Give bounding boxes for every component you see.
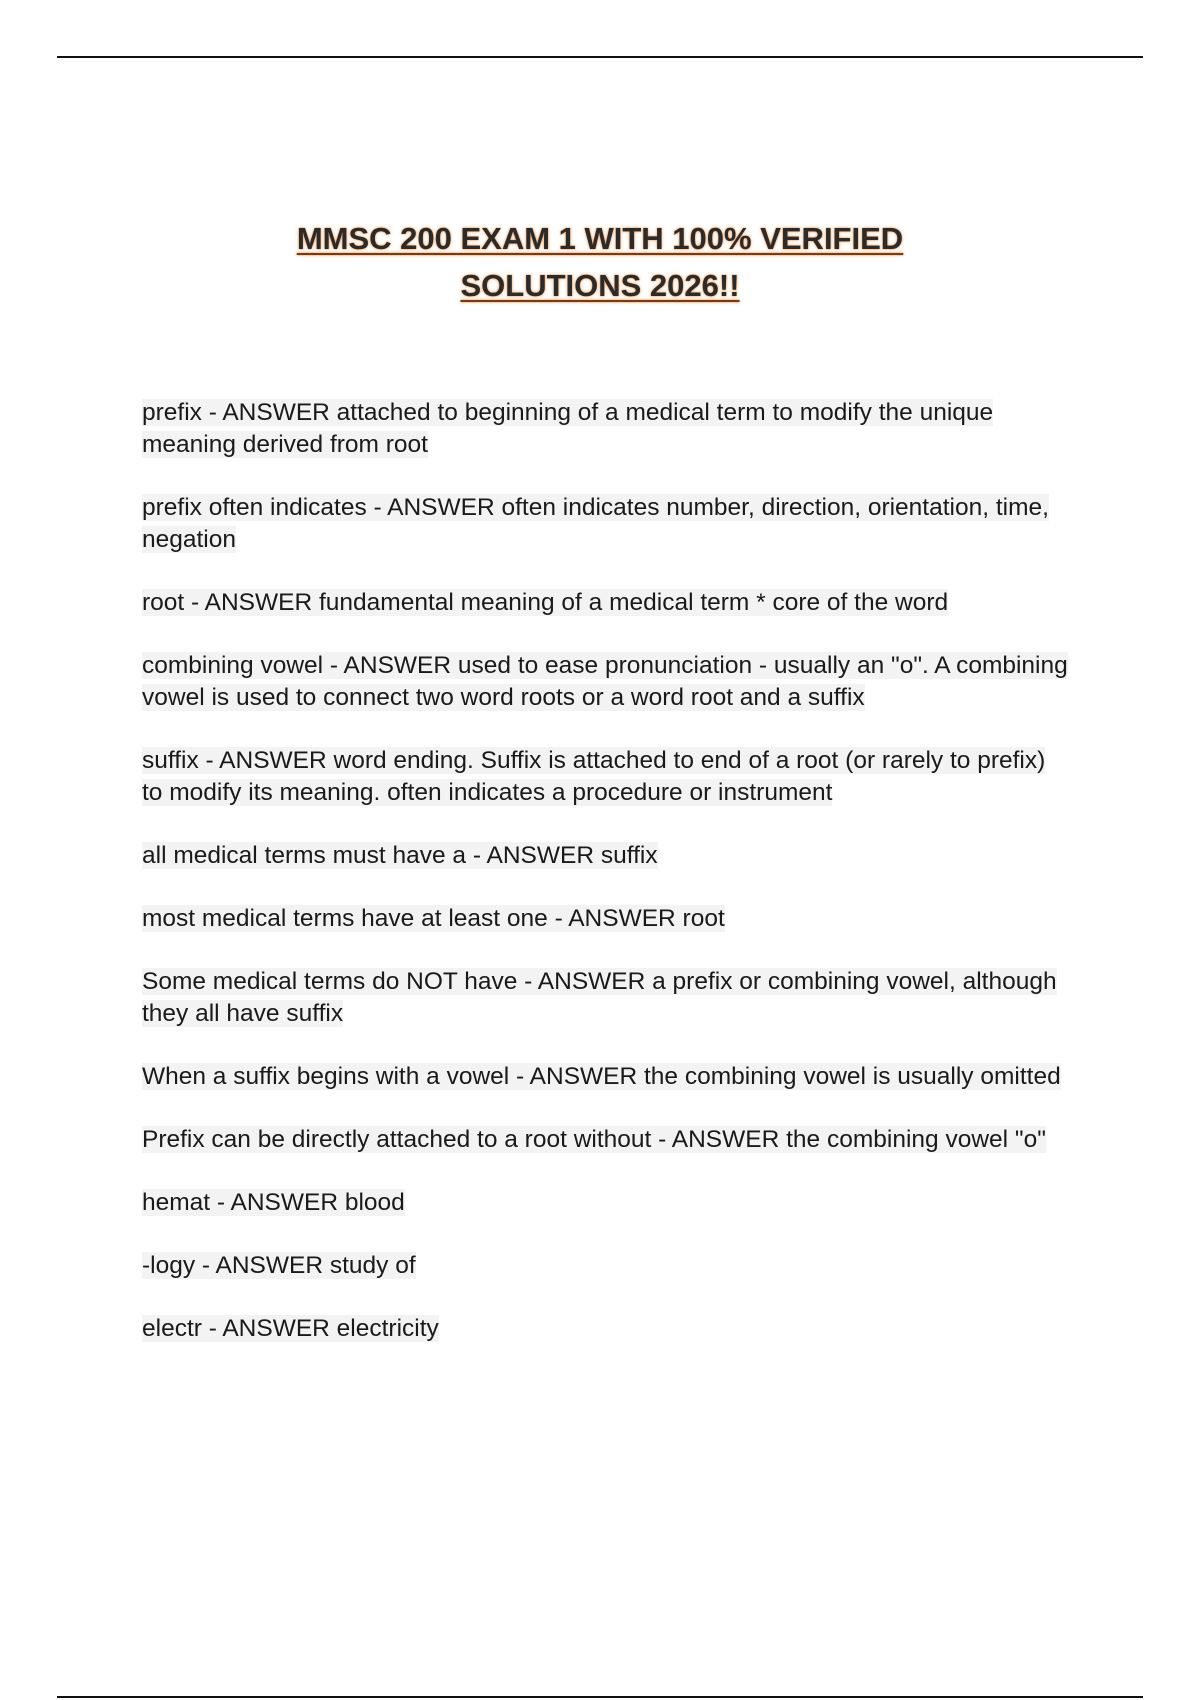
qa-text: combining vowel - ANSWER used to ease pronunciation - usually an "o". A combining vowel is used to connect two word roots or a word root and a suffix [142,652,1068,711]
qa-item [142,1187,1072,1219]
qa-item [142,966,1072,1030]
qa-item [142,840,1072,872]
qa-item [142,1061,1072,1093]
qa-text: all medical terms must have a - ANSWER suffix [142,842,658,869]
top-rule [57,56,1143,58]
qa-item [142,587,1072,619]
qa-item [142,1313,1072,1345]
qa-text: electr - ANSWER electricity [142,1315,439,1342]
qa-text: prefix - ANSWER attached to beginning of a medical term to modify the unique meaning derived from root [142,399,994,458]
qa-item [142,745,1072,809]
qa-text: -logy - ANSWER study of [142,1252,416,1279]
bottom-rule [57,1696,1143,1698]
document-title [0,215,1200,309]
qa-text: Prefix can be directly attached to a root without - ANSWER the combining vowel "o" [142,1126,1046,1153]
qa-text: When a suffix begins with a vowel - ANSWER the combining vowel is usually omitted [142,1063,1061,1090]
qa-text: root - ANSWER fundamental meaning of a medical term * core of the word [142,589,949,616]
qa-text: suffix - ANSWER word ending. Suffix is attached to end of a root (or rarely to prefix) to modify its meaning. often indicates a procedure or instrument [142,747,1046,806]
qa-list [142,397,1072,1376]
qa-item [142,650,1072,714]
qa-text: most medical terms have at least one - ANSWER root [142,905,725,932]
title-line-2: SOLUTIONS 2026!! [460,268,740,303]
qa-item [142,492,1072,556]
qa-text: hemat - ANSWER blood [142,1189,405,1216]
qa-item [142,1250,1072,1282]
qa-item [142,903,1072,935]
qa-text: prefix often indicates - ANSWER often indicates number, direction, orientation, time, negation [142,494,1049,553]
qa-text: Some medical terms do NOT have - ANSWER a prefix or combining vowel, although they all have suffix [142,968,1057,1027]
title-line-1: MMSC 200 EXAM 1 WITH 100% VERIFIED [296,221,904,256]
qa-item [142,1124,1072,1156]
qa-item [142,397,1072,461]
